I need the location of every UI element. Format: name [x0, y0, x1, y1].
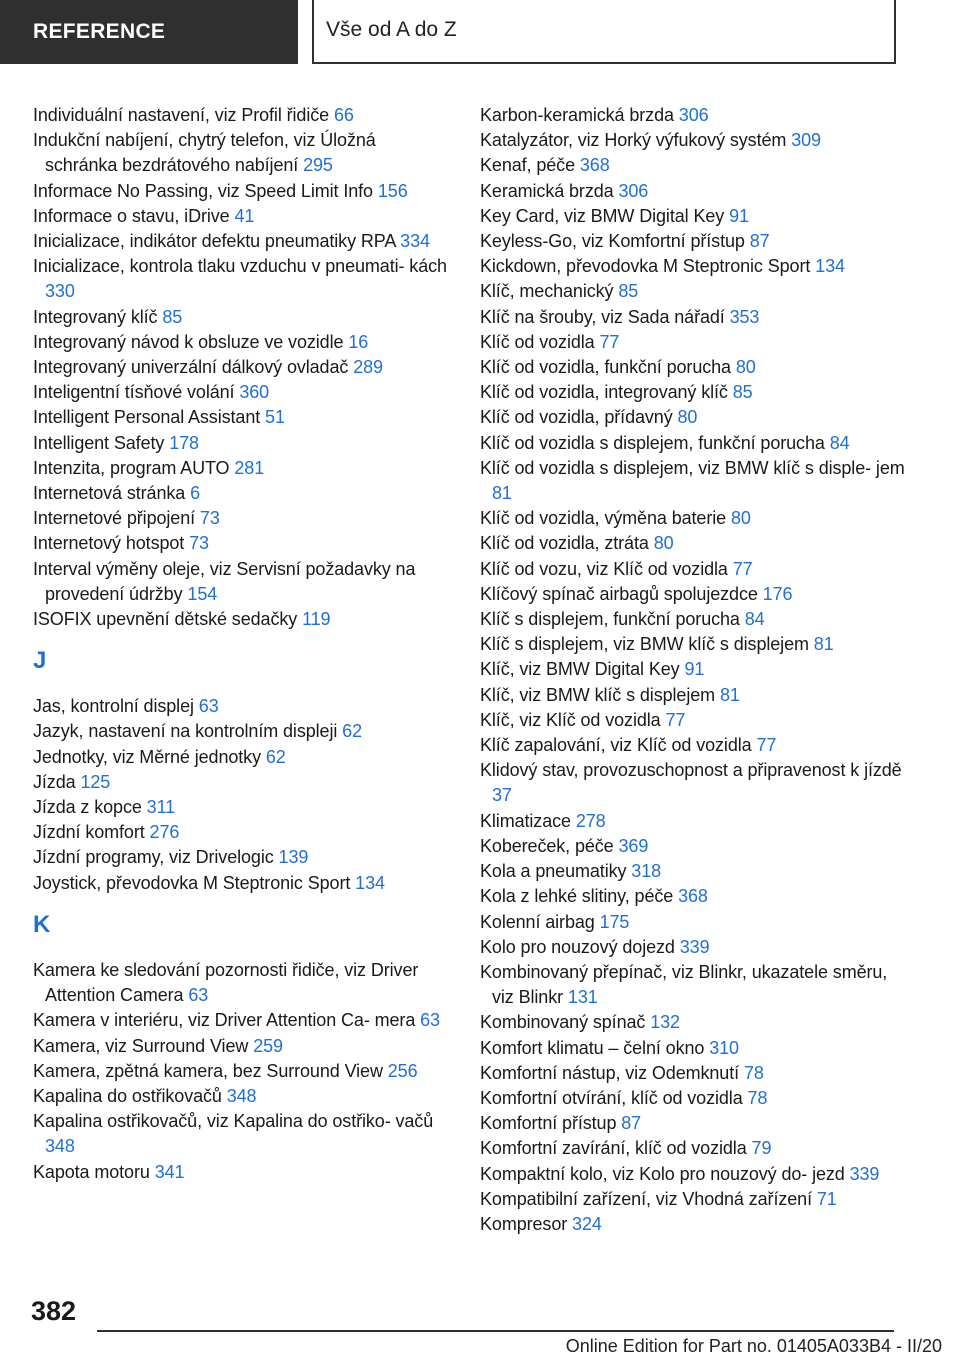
entry-text: Kola a pneumatiky [480, 861, 627, 882]
index-entry [33, 694, 448, 719]
page-link[interactable]: 77 [756, 735, 777, 756]
entry-text: Komfortní nástup, viz Odemknutí [480, 1062, 740, 1083]
entry-text: Klíč s displejem, viz BMW klíč s displejem [480, 634, 809, 655]
index-entry [480, 153, 910, 178]
index-entry [480, 809, 910, 834]
index-entry [480, 204, 910, 229]
page-link[interactable]: 339 [679, 936, 710, 957]
index-entry [480, 733, 910, 758]
page-link[interactable]: 310 [709, 1037, 739, 1058]
index-entry [480, 355, 910, 380]
page-link[interactable]: 91 [729, 205, 749, 226]
index-entry [480, 935, 910, 960]
index-column-right [480, 103, 910, 1237]
entry-text: Komfortní zavírání, klíč od vozidla [480, 1138, 747, 1159]
page-link[interactable]: 85 [732, 382, 753, 403]
index-entry [480, 708, 910, 733]
index-column-left [33, 103, 448, 1185]
page-link[interactable]: 63 [188, 985, 209, 1006]
page-link[interactable]: 6 [190, 483, 201, 504]
entry-text: Keyless-Go, viz Komfortní přístup [480, 231, 745, 252]
index-entry [33, 845, 448, 870]
page-link[interactable]: 77 [665, 709, 686, 730]
page-link[interactable]: 71 [816, 1188, 837, 1209]
edition-note: Online Edition for Part no. 01405A033B4 - II/20 [565, 1336, 942, 1356]
entry-text: Komfort klimatu – čelní okno [480, 1037, 705, 1058]
index-entry [33, 405, 448, 430]
index-entry [480, 506, 910, 531]
index-entry [480, 431, 910, 456]
entry-text: Kamera, viz Surround View [33, 1035, 249, 1056]
entry-text: Integrovaný klíč [33, 306, 158, 327]
index-entry [480, 859, 910, 884]
entry-text: Klíč, mechanický [480, 281, 614, 302]
page-link[interactable]: 80 [735, 357, 756, 378]
page-link[interactable]: 306 [618, 180, 649, 201]
index-entry [480, 229, 910, 254]
index-entry [480, 1212, 910, 1237]
entry-text: Kombinovaný spínač [480, 1012, 646, 1033]
index-entry [480, 1187, 910, 1212]
page-link[interactable]: 360 [239, 382, 270, 403]
page-link[interactable]: 341 [154, 1161, 185, 1182]
index-entry [33, 204, 448, 229]
page-link[interactable]: 348 [45, 1136, 75, 1157]
index-entry [33, 531, 448, 556]
entry-text: Informace o stavu, iDrive [33, 205, 230, 226]
index-entry [33, 1008, 448, 1033]
entry-text: Informace No Passing, viz Speed Limit Info [33, 180, 373, 201]
section-label: REFERENCE [0, 0, 298, 64]
entry-text: Kapalina do ostřikovačů [33, 1085, 222, 1106]
entry-text: Jízda [33, 771, 76, 792]
index-entry [33, 380, 448, 405]
page-link[interactable]: 37 [492, 785, 512, 806]
entry-text: Joystick, převodovka M Steptronic Sport [33, 872, 351, 893]
entry-text: Klíč od vozidla s displejem, viz BMW klíč s disple‐ jem [480, 457, 905, 478]
page-link[interactable]: 80 [653, 533, 674, 554]
page-number: 382 [31, 1296, 77, 1326]
page-link[interactable]: 256 [387, 1060, 418, 1081]
index-entry [480, 607, 910, 632]
page-link[interactable]: 91 [684, 659, 705, 680]
entry-text: Inteligentní tísňové volání [33, 382, 235, 403]
entry-text: Jízda z kopce [33, 797, 142, 818]
entry-text: Klíč zapalování, viz Klíč od vozidla [480, 735, 752, 756]
entry-text: Internetové připojení [33, 508, 196, 529]
index-entry [33, 1109, 448, 1159]
entry-text: Klíč, viz BMW klíč s displejem [480, 684, 716, 705]
entry-text: Kompresor [480, 1213, 568, 1234]
page-link[interactable]: 85 [162, 306, 183, 327]
index-entry [480, 279, 910, 304]
page-link[interactable]: 311 [146, 797, 176, 818]
index-entry [33, 557, 448, 607]
page-link[interactable]: 77 [599, 331, 620, 352]
entry-text: Kolo pro nouzový dojezd [480, 936, 675, 957]
index-entry [480, 380, 910, 405]
page-link[interactable]: 125 [80, 771, 111, 792]
index-entry [480, 557, 910, 582]
index-entry [33, 1034, 448, 1059]
entry-text: Kapalina ostřikovačů, viz Kapalina do ostřiko‐ vačů [33, 1111, 434, 1132]
page-link[interactable]: 330 [45, 281, 75, 302]
index-entry [33, 745, 448, 770]
entry-text: Kapota motoru [33, 1161, 150, 1182]
index-entry [480, 128, 910, 153]
entry-text: Integrovaný návod k obsluze ve vozidle [33, 331, 344, 352]
section-letter: K [33, 910, 51, 938]
page-link[interactable]: 281 [234, 457, 265, 478]
page-link[interactable]: 84 [744, 609, 765, 630]
page-link[interactable]: 154 [187, 583, 218, 604]
page-link[interactable]: 62 [342, 721, 362, 742]
index-entry [480, 330, 910, 355]
index-entry [480, 305, 910, 330]
page-link[interactable]: 63 [198, 696, 219, 717]
index-entry [480, 683, 910, 708]
entry-text: Klíč od vozu, viz Klíč od vozidla [480, 558, 728, 579]
entry-text: Keramická brzda [480, 180, 614, 201]
entry-text: Jazyk, nastavení na kontrolním displeji [33, 721, 338, 742]
page-link[interactable]: 334 [400, 231, 430, 252]
index-entry [33, 128, 448, 178]
entry-text: Kobereček, péče [480, 835, 614, 856]
page-link[interactable]: 51 [265, 407, 285, 428]
page-link[interactable]: 41 [234, 205, 255, 226]
page-link[interactable]: 79 [751, 1138, 772, 1159]
index-entry [480, 910, 910, 935]
entry-text: Jízdní komfort [33, 822, 145, 843]
index-entry [480, 1010, 910, 1035]
index-entry [480, 632, 910, 657]
entry-text: Intenzita, program AUTO [33, 457, 230, 478]
page-link[interactable]: 134 [815, 256, 845, 277]
page-link[interactable]: 309 [791, 130, 821, 151]
index-entry [480, 582, 910, 607]
index-entry [33, 1059, 448, 1084]
page-link[interactable]: 318 [631, 861, 662, 882]
entry-text: Kamera ke sledování pozornosti řidiče, viz Driver Attention Camera [33, 959, 419, 1006]
entry-text: Kolenní airbag [480, 911, 595, 932]
entry-text: Klíč od vozidla, funkční porucha [480, 357, 731, 378]
index-entry [33, 770, 448, 795]
index-entry [480, 405, 910, 430]
entry-text: Klíč od vozidla, přídavný [480, 407, 673, 428]
index-entry [33, 355, 448, 380]
entry-text: Jas, kontrolní displej [33, 696, 194, 717]
index-entry [480, 1086, 910, 1111]
page-link[interactable]: 119 [302, 609, 331, 630]
index-entry [33, 103, 448, 128]
page-link[interactable]: 176 [762, 583, 793, 604]
index-entry [480, 1162, 910, 1187]
entry-text: Klíč od vozidla s displejem, funkční porucha [480, 432, 825, 453]
entry-text: Klimatizace [480, 810, 571, 831]
index-entry [33, 795, 448, 820]
index-entry [33, 958, 448, 1008]
index-entry [33, 456, 448, 481]
page-link[interactable]: 87 [749, 231, 770, 252]
entry-text: Katalyzátor, viz Horký výfukový systém [480, 130, 787, 151]
entry-text: Komfortní otvírání, klíč od vozidla [480, 1087, 743, 1108]
page-link[interactable]: 368 [579, 155, 610, 176]
page-link[interactable]: 63 [420, 1010, 440, 1031]
index-entry [33, 1084, 448, 1109]
page-link[interactable]: 278 [575, 810, 606, 831]
entry-text: Kola z lehké slitiny, péče [480, 886, 674, 907]
entry-text: Intelligent Safety [33, 432, 165, 453]
index-entry [33, 607, 448, 632]
page-link[interactable]: 139 [278, 847, 309, 868]
page-link[interactable]: 339 [849, 1163, 880, 1184]
index-entry [480, 456, 910, 506]
index-entry [33, 254, 448, 304]
page-link[interactable]: 85 [618, 281, 639, 302]
entry-text: Individuální nastavení, viz Profil řidiče [33, 105, 330, 125]
entry-text: Intelligent Personal Assistant [33, 407, 261, 428]
page-link[interactable]: 134 [355, 872, 385, 893]
index-entry [33, 229, 448, 254]
entry-text: Jízdní programy, viz Drivelogic [33, 847, 274, 868]
page-link[interactable]: 73 [189, 533, 209, 554]
page-link[interactable]: 80 [677, 407, 698, 428]
entry-text: Klíčový spínač airbagů spolujezdce [480, 583, 758, 604]
page-link[interactable]: 66 [333, 105, 354, 125]
entry-text: Integrovaný univerzální dálkový ovladač [33, 357, 349, 378]
entry-text: Kamera, zpětná kamera, bez Surround View [33, 1060, 383, 1081]
page-link[interactable]: 62 [265, 746, 286, 767]
entry-text: ISOFIX upevnění dětské sedačky [33, 609, 298, 630]
entry-text: Jednotky, viz Měrné jednotky [33, 746, 261, 767]
index-entry [480, 657, 910, 682]
index-entry [480, 834, 910, 859]
index-entry [33, 305, 448, 330]
page-link[interactable]: 80 [730, 508, 751, 529]
index-entry [33, 506, 448, 531]
index-entry [33, 820, 448, 845]
page-header [0, 0, 960, 66]
index-entry [480, 1111, 910, 1136]
page-link[interactable]: 84 [829, 432, 850, 453]
index-entry [480, 1061, 910, 1086]
entry-text: Klíč na šrouby, viz Sada nářadí [480, 306, 725, 327]
index-entry [480, 103, 910, 128]
chapter-title: Vše od A do Z [312, 0, 896, 64]
page-link[interactable]: 73 [199, 508, 220, 529]
index-entry [33, 871, 448, 896]
entry-text: Kompaktní kolo, viz Kolo pro nouzový do‐ jezd [480, 1163, 845, 1184]
entry-text: Inicializace, kontrola tlaku vzduchu v pneumati‐ kách [33, 256, 447, 277]
section-letter: J [33, 647, 47, 675]
page-link[interactable]: 77 [732, 558, 753, 579]
page-link[interactable]: 81 [492, 483, 512, 504]
index-entry [480, 179, 910, 204]
entry-text: Klíč od vozidla [480, 331, 595, 352]
index-entry [33, 719, 448, 744]
entry-text: Komfortní přístup [480, 1113, 617, 1134]
entry-text: Key Card, viz BMW Digital Key [480, 205, 725, 226]
entry-text: Kickdown, převodovka M Steptronic Sport [480, 256, 811, 277]
page-link[interactable]: 132 [650, 1012, 680, 1033]
index-entry [33, 481, 448, 506]
page-link[interactable]: 353 [729, 306, 760, 327]
index-entry [480, 1136, 910, 1161]
index-entry [33, 1160, 448, 1185]
index-entry [33, 431, 448, 456]
index-entry [480, 758, 910, 808]
entry-text: Inicializace, indikátor defektu pneumatiky RPA [33, 231, 396, 252]
page-link[interactable]: 289 [353, 357, 383, 378]
index-entry [480, 884, 910, 909]
entry-text: Klíč, viz BMW Digital Key [480, 659, 680, 680]
entry-text: Indukční nabíjení, chytrý telefon, viz Úložná schránka bezdrátového nabíjení [33, 130, 376, 176]
page-link[interactable]: 156 [377, 180, 408, 201]
page-link[interactable]: 259 [253, 1035, 283, 1056]
entry-text: Klíč, viz Klíč od vozidla [480, 709, 661, 730]
entry-text: Karbon-keramická brzda [480, 105, 674, 125]
page-link[interactable]: 81 [813, 634, 834, 655]
page-link[interactable]: 324 [572, 1213, 602, 1234]
entry-text: Klidový stav, provozuschopnost a připravenost k jízdě [480, 760, 902, 781]
entry-text: Klíč od vozidla, výměna baterie [480, 508, 727, 529]
page-link[interactable]: 295 [303, 155, 333, 176]
page-link[interactable]: 178 [169, 432, 199, 453]
page-link[interactable]: 81 [719, 684, 740, 705]
index-entry [33, 330, 448, 355]
page-link[interactable]: 368 [678, 886, 708, 907]
entry-text: Kenaf, péče [480, 155, 575, 176]
page-link[interactable]: 78 [747, 1087, 768, 1108]
entry-text: Internetový hotspot [33, 533, 185, 554]
entry-text: Kombinovaný přepínač, viz Blinkr, ukazatele směru, viz Blinkr [480, 961, 888, 1008]
page-link[interactable]: 175 [599, 911, 630, 932]
page-link[interactable]: 369 [618, 835, 649, 856]
footer-divider [97, 1330, 894, 1332]
index-entry [480, 254, 910, 279]
index-entry [480, 1036, 910, 1061]
index-entry [33, 179, 448, 204]
entry-text: Kamera v interiéru, viz Driver Attention Ca‐ mera [33, 1010, 416, 1031]
entry-text: Kompatibilní zařízení, viz Vhodná zařízení [480, 1188, 812, 1209]
page-link[interactable]: 16 [348, 331, 369, 352]
entry-text: Klíč od vozidla, ztráta [480, 533, 649, 554]
page-link[interactable]: 348 [226, 1085, 257, 1106]
entry-text: Klíč s displejem, funkční porucha [480, 609, 740, 630]
page-link[interactable]: 306 [678, 105, 709, 125]
page-link[interactable]: 131 [567, 987, 598, 1008]
index-entry [480, 960, 910, 1010]
entry-text: Klíč od vozidla, integrovaný klíč [480, 382, 728, 403]
page-link[interactable]: 276 [149, 822, 180, 843]
page-link[interactable]: 87 [621, 1113, 642, 1134]
page-link[interactable]: 78 [743, 1062, 764, 1083]
entry-text: Interval výměny oleje, viz Servisní požadavky na provedení údržby [33, 558, 416, 604]
entry-text: Internetová stránka [33, 483, 186, 504]
index-entry [480, 531, 910, 556]
